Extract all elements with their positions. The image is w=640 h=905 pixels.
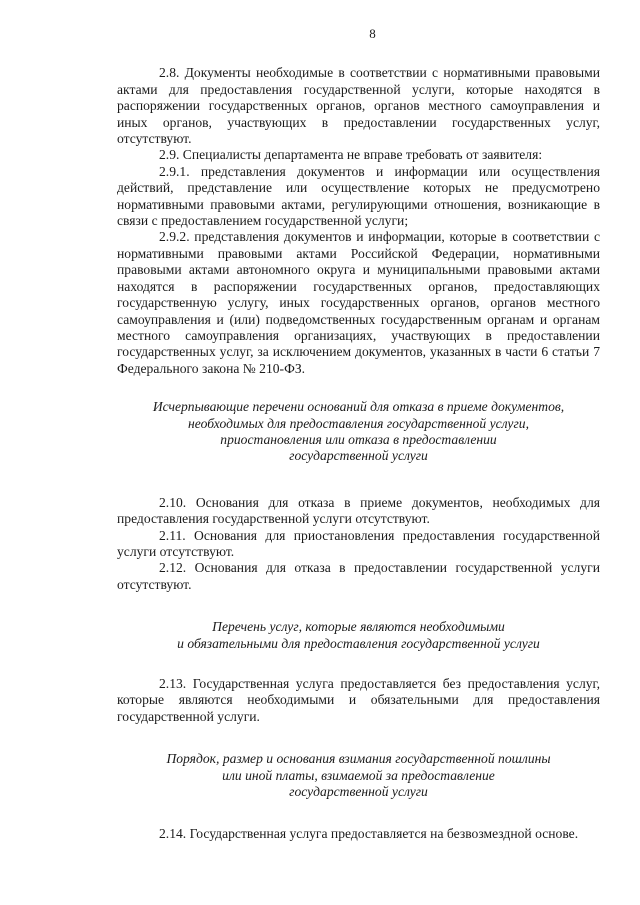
heading-refusal-grounds (117, 399, 600, 465)
paragraph-2-14: 2.14. Государственная услуга предоставляется на безвозмездной основе. (159, 826, 579, 842)
heading-line: Перечень услуг, которые являются необходимыми (212, 619, 505, 635)
paragraph-2-9-1: 2.9.1. представления документов и информации или осуществления действий, представление или осуществление которых не предусмотрено нормативными правовыми актами, регулирующими отношения, возникающие в связи с предоставлением государственной услуги; (117, 163, 600, 229)
heading-line: Порядок, размер и основания взимания государственной пошлины (166, 751, 551, 767)
paragraph-2-12: 2.12. Основания для отказа в предоставлении государственной услуги отсутствуют. (117, 560, 600, 592)
heading-line: Исчерпывающие перечени оснований для отказа в приеме документов, (152, 399, 565, 415)
heading-line: или иной платы, взимаемой за предоставление (222, 767, 495, 783)
heading-line: государственной услуги (289, 448, 428, 464)
heading-line: государственной услуги (289, 784, 428, 800)
heading-fee (117, 751, 600, 800)
paragraph-2-9: 2.9. Специалисты департамента не вправе требовать от заявителя: (159, 147, 543, 163)
paragraph-2-11: 2.11. Основания для приостановления предоставления государственной услуги отсутствуют. (117, 527, 600, 559)
paragraph-2-13: 2.13. Государственная услуга предоставляется без предоставления услуг, которые являются необходимыми и обязательными для предоставления государственной услуги. (117, 676, 600, 724)
paragraph-2-10: 2.10. Основания для отказа в приеме документов, необходимых для предоставления государственной услуги отсутствуют. (117, 494, 600, 527)
page-number: 8 (369, 26, 376, 41)
heading-line: и обязательными для предоставления государственной услуги (177, 635, 540, 651)
paragraph-2-9-2: 2.9.2. представления документов и информации, которые в соответствии с нормативными правовыми актами Российской Федерации, нормативными правовыми актами автономного округа и муниципальными правовыми актами находятся в распоряжении государственных органов, предоставляющих государственную услугу, иных государственных органов, органов местного самоуправления и (или) подведомственных государственным органам и органам местного самоуправления организациях, участвующих в предоставлении государственных услуг, за исключением документов, указанных в части 6 статьи 7 Федерального закона № 210-ФЗ. (117, 229, 600, 376)
paragraph-2-8: 2.8. Документы необходимые в соответствии с нормативными правовыми актами для предоставления государственной услуги, которые находятся в распоряжении государственных органов, органов местного самоуправления и иных органов, участвующих в предоставлении государственных услуг, отсутствуют. (117, 65, 600, 147)
heading-required-services (117, 619, 600, 652)
heading-line: необходимых для предоставления государственной услуги, (188, 415, 529, 431)
heading-line: приостановления или отказа в предоставлении (220, 431, 497, 447)
